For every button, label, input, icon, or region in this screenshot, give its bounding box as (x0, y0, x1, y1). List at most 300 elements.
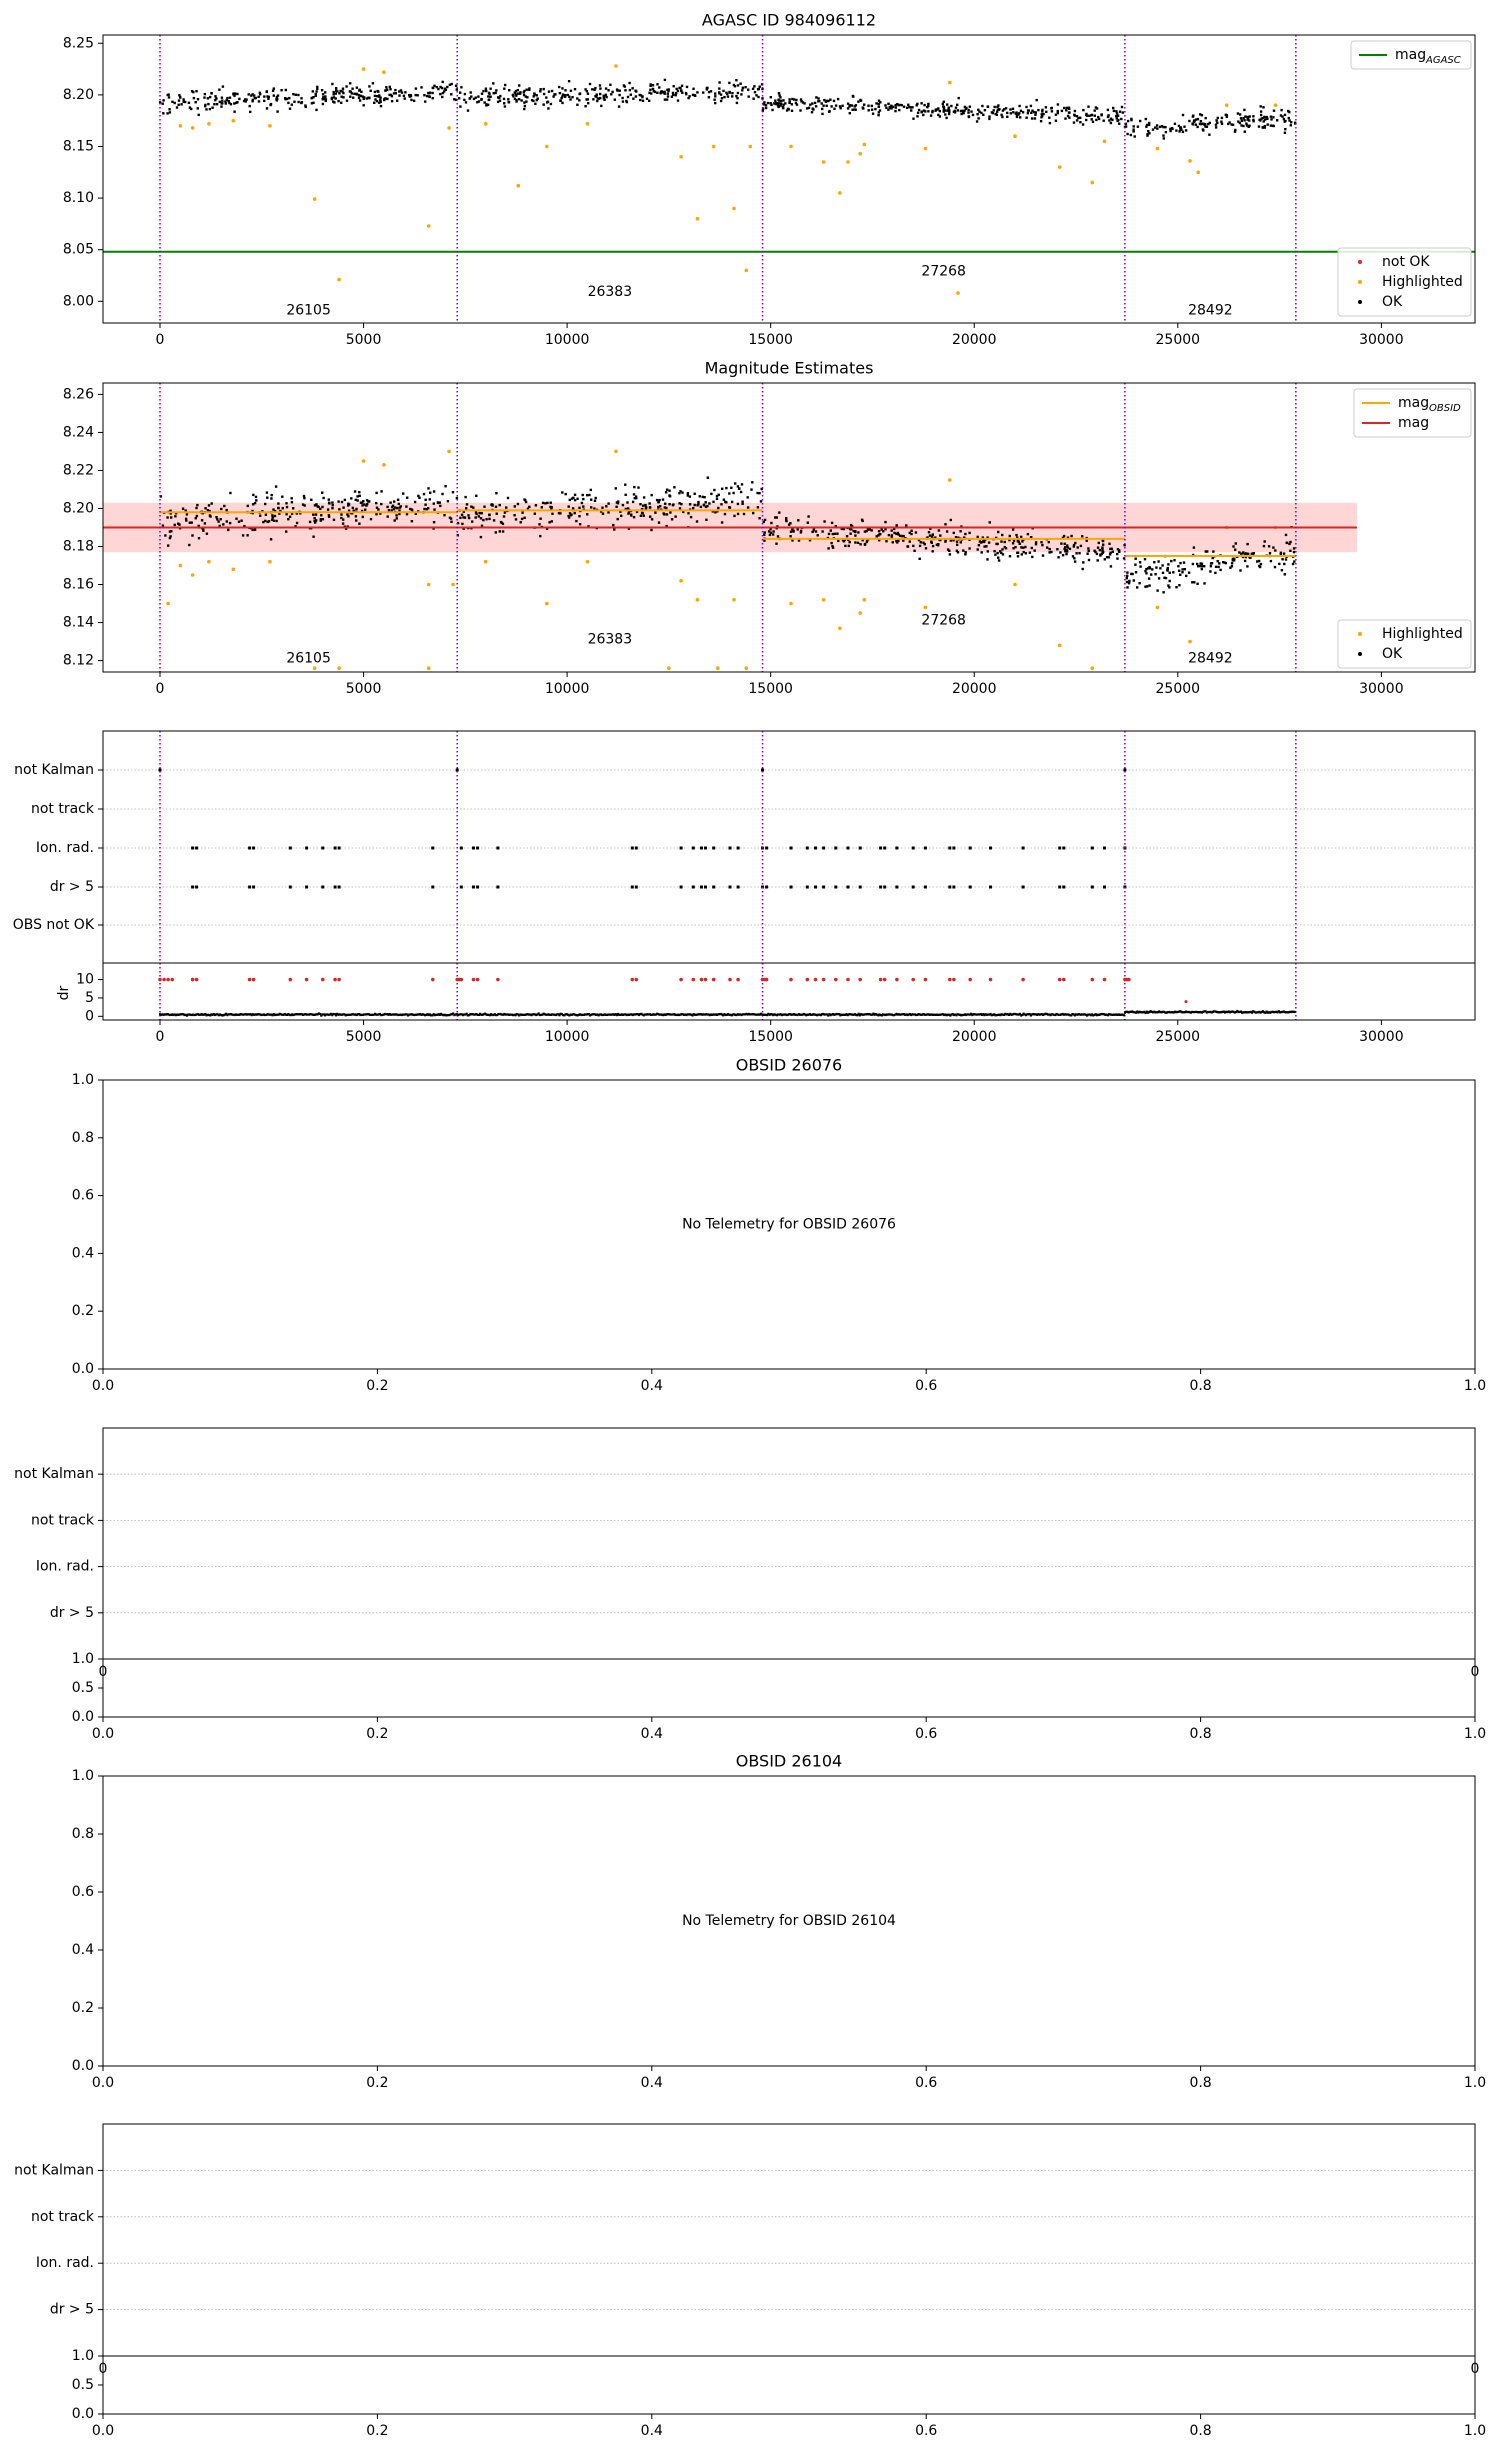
dr-point (1294, 1011, 1296, 1013)
ok-point (747, 496, 749, 498)
highlighted-point (1103, 140, 1107, 144)
ok-point (273, 94, 275, 96)
ok-point (834, 533, 836, 535)
ok-point (374, 95, 376, 97)
ok-point (1068, 111, 1070, 113)
ok-point (1179, 562, 1181, 564)
ok-point (219, 101, 221, 103)
ok-point (1130, 119, 1132, 121)
ok-point (1199, 565, 1201, 567)
flag-point (704, 886, 707, 889)
ok-point (263, 95, 265, 97)
ok-point (578, 515, 580, 517)
ok-point (1148, 584, 1150, 586)
ok-point (322, 103, 324, 105)
ok-point (487, 95, 489, 97)
ok-point (1156, 124, 1158, 126)
ok-point (993, 109, 995, 111)
ok-point (218, 89, 220, 91)
ok-point (1241, 120, 1243, 122)
ok-point (291, 104, 293, 106)
ok-point (758, 88, 760, 90)
ok-point (735, 95, 737, 97)
ok-point (1161, 564, 1163, 566)
ok-point (672, 92, 674, 94)
ok-point (1088, 550, 1090, 552)
ok-point (938, 529, 940, 531)
ok-point (266, 491, 268, 493)
ok-point (835, 104, 837, 106)
ok-point (1246, 543, 1248, 545)
dr-not-ok-point (158, 978, 162, 982)
flag-point (248, 886, 251, 889)
ok-point (503, 88, 505, 90)
ok-point (1006, 116, 1008, 118)
ok-point (1183, 126, 1185, 128)
ok-point (168, 96, 170, 98)
ok-point (234, 92, 236, 94)
flag-point (989, 886, 992, 889)
y-tick-label: 0.6 (71, 1884, 94, 1900)
ok-point (1144, 570, 1146, 572)
ok-point (1246, 124, 1248, 126)
ok-point (846, 535, 848, 537)
ok-point (568, 505, 570, 507)
ok-point (460, 86, 462, 88)
ok-point (429, 498, 431, 500)
ok-point (331, 83, 333, 85)
ok-point (703, 504, 705, 506)
ok-point (741, 503, 743, 505)
dr-not-ok-point (1091, 978, 1095, 982)
ok-point (922, 542, 924, 544)
ok-point (495, 89, 497, 91)
ok-point (1188, 572, 1190, 574)
ok-point (1156, 589, 1158, 591)
ok-point (324, 95, 326, 97)
chart-title: Magnitude Estimates (704, 358, 874, 378)
x-tick-label: 0 (1470, 2361, 1480, 2377)
ok-point (672, 503, 674, 505)
ok-point (561, 95, 563, 97)
ok-point (1193, 546, 1195, 548)
highlighted-point (517, 184, 521, 188)
ok-point (388, 509, 390, 511)
ok-point (651, 494, 653, 496)
ok-point (478, 100, 480, 102)
legend-label: mag (1398, 415, 1430, 431)
ok-point (637, 486, 639, 488)
ok-point (987, 106, 989, 108)
ok-point (920, 102, 922, 104)
ok-point (508, 89, 510, 91)
ok-point (861, 520, 863, 522)
dr-not-ok-point (289, 978, 293, 982)
ok-point (395, 514, 397, 516)
ok-point (312, 536, 314, 538)
ok-point (1031, 117, 1033, 119)
ok-point (433, 508, 435, 510)
ok-point (857, 542, 859, 544)
flag-point (790, 847, 793, 850)
ok-point (1108, 543, 1110, 545)
ok-point (280, 89, 282, 91)
ok-point (919, 558, 921, 560)
ok-point (312, 90, 314, 92)
ok-point (884, 104, 886, 106)
ok-point (1240, 124, 1242, 126)
ok-point (611, 91, 613, 93)
ok-point (533, 95, 535, 97)
ok-point (561, 102, 563, 104)
flag-point (1062, 847, 1065, 850)
ok-point (247, 505, 249, 507)
ok-point (1215, 566, 1217, 568)
flag-point (822, 886, 825, 889)
ok-point (1276, 119, 1278, 121)
ok-point (736, 97, 738, 99)
ok-point (444, 485, 446, 487)
x-tick-label: 0.2 (366, 1726, 389, 1742)
ok-point (578, 93, 580, 95)
ok-point (391, 509, 393, 511)
ok-point (1009, 108, 1011, 110)
highlighted-point (1156, 147, 1160, 151)
ok-point (756, 492, 758, 494)
ok-point (1025, 117, 1027, 119)
x-tick-label: 0.0 (91, 2075, 115, 2091)
ok-point (778, 511, 780, 513)
ok-point (968, 547, 970, 549)
highlighted-point (667, 666, 671, 670)
ok-point (811, 111, 813, 113)
ok-point (1087, 106, 1089, 108)
ok-point (304, 504, 306, 506)
ok-point (710, 90, 712, 92)
flag-point (635, 886, 638, 889)
ok-point (640, 515, 642, 517)
highlighted-point (745, 666, 749, 670)
legend-label: OK (1382, 646, 1403, 662)
ok-point (370, 90, 372, 92)
ok-point (227, 529, 229, 531)
ok-point (467, 514, 469, 516)
ok-point (366, 503, 368, 505)
ok-point (752, 512, 754, 514)
ok-point (333, 91, 335, 93)
ok-point (624, 484, 626, 486)
ok-point (896, 541, 898, 543)
ok-point (1138, 582, 1140, 584)
dr-not-ok-point (679, 978, 683, 982)
ok-point (569, 98, 571, 100)
ok-point (207, 103, 209, 105)
ok-point (496, 513, 498, 515)
ok-point (989, 521, 991, 523)
ok-point (402, 492, 404, 494)
ok-point (610, 93, 612, 95)
ok-point (731, 95, 733, 97)
y-tick-label: 8.15 (62, 138, 94, 155)
ok-point (879, 109, 881, 111)
ok-point (488, 93, 490, 95)
highlighted-point (1091, 181, 1095, 185)
ok-point (1100, 114, 1102, 116)
ok-point (791, 110, 793, 112)
ok-point (315, 513, 317, 515)
ok-point (1262, 106, 1264, 108)
ok-point (727, 95, 729, 97)
ok-point (423, 94, 425, 96)
ok-point (1067, 546, 1069, 548)
ok-point (867, 528, 869, 530)
ok-point (692, 507, 694, 509)
ok-point (1157, 560, 1159, 562)
dr-not-ok-point (1127, 978, 1131, 982)
ok-point (507, 497, 509, 499)
obsid-label: 26383 (587, 631, 633, 648)
flag-point (729, 886, 732, 889)
flag-point (912, 886, 915, 889)
ok-point (1286, 542, 1288, 544)
ok-point (1203, 582, 1205, 584)
ok-point (349, 96, 351, 98)
ok-point (209, 108, 211, 110)
ok-point (394, 89, 396, 91)
ok-point (1012, 528, 1014, 530)
ok-point (1074, 110, 1076, 112)
ok-point (901, 535, 903, 537)
ok-point (346, 100, 348, 102)
ok-point (962, 549, 964, 551)
dr-not-ok-point (924, 978, 928, 982)
ok-point (1201, 114, 1203, 116)
ok-point (1116, 557, 1118, 559)
ok-point (994, 106, 996, 108)
ok-point (718, 87, 720, 89)
dr-point (1123, 1014, 1125, 1016)
ok-point (1048, 117, 1050, 119)
ok-point (656, 83, 658, 85)
highlighted-point (1196, 171, 1200, 175)
dr-not-ok-point (252, 978, 256, 982)
ok-point (1040, 541, 1042, 543)
ok-point (1239, 113, 1241, 115)
ok-point (186, 513, 188, 515)
ok-point (579, 523, 581, 525)
y-tick-label: 8.16 (62, 576, 94, 593)
ok-point (918, 109, 920, 111)
ok-point (635, 497, 637, 499)
flag-point (431, 886, 434, 889)
ok-point (936, 544, 938, 546)
ok-point (1237, 120, 1239, 122)
ok-point (977, 117, 979, 119)
ok-point (788, 98, 790, 100)
y-tick-label: 1.0 (71, 1651, 94, 1667)
ok-point (1031, 556, 1033, 558)
ok-point (197, 98, 199, 100)
ok-point (1150, 573, 1152, 575)
ok-point (1153, 561, 1155, 563)
obsid-label: 27268 (921, 263, 966, 280)
ok-point (649, 516, 651, 518)
legend-label: OK (1382, 294, 1403, 310)
ok-point (393, 508, 395, 510)
ok-point (771, 109, 773, 111)
ok-point (635, 95, 637, 97)
ok-point (222, 523, 224, 525)
ok-point (411, 509, 413, 511)
ok-point (446, 86, 448, 88)
ok-point (1025, 106, 1027, 108)
ok-point (946, 530, 948, 532)
ok-point (270, 538, 272, 540)
flag-point (700, 847, 703, 850)
ok-point (1210, 565, 1212, 567)
ok-point (285, 530, 287, 532)
ok-point (495, 506, 497, 508)
ok-point (1185, 575, 1187, 577)
ok-point (475, 516, 477, 518)
ok-point (1178, 570, 1180, 572)
ok-point (1260, 110, 1262, 112)
ok-point (960, 541, 962, 543)
ok-point (582, 505, 584, 507)
ok-point (1002, 109, 1004, 111)
ok-point (872, 113, 874, 115)
ok-point (1232, 124, 1234, 126)
ok-point (1019, 116, 1021, 118)
ok-point (274, 515, 276, 517)
ok-point (378, 102, 380, 104)
flag-point (692, 886, 695, 889)
ok-point (658, 86, 660, 88)
ok-point (791, 98, 793, 100)
ok-point (1246, 116, 1248, 118)
ok-point (489, 96, 491, 98)
ok-point (517, 503, 519, 505)
ok-point (942, 103, 944, 105)
ok-point (1231, 562, 1233, 564)
ok-point (1074, 542, 1076, 544)
ok-point (252, 494, 254, 496)
ok-point (1264, 540, 1266, 542)
ok-point (728, 82, 730, 84)
ok-point (169, 111, 171, 113)
ok-point (959, 530, 961, 532)
ok-point (924, 110, 926, 112)
flag-point (1062, 886, 1065, 889)
ok-point (1051, 110, 1053, 112)
ok-point (969, 106, 971, 108)
ok-point (654, 512, 656, 514)
ok-point (396, 517, 398, 519)
ok-point (1214, 572, 1216, 574)
ok-point (1172, 571, 1174, 573)
ok-point (354, 490, 356, 492)
ok-point (450, 521, 452, 523)
ok-point (166, 112, 168, 114)
ok-point (459, 105, 461, 107)
ok-point (737, 513, 739, 515)
ok-point (461, 523, 463, 525)
ok-point (315, 95, 317, 97)
ok-point (293, 101, 295, 103)
ok-point (1217, 566, 1219, 568)
ok-point (930, 541, 932, 543)
ok-point (574, 494, 576, 496)
ok-point (277, 94, 279, 96)
ok-point (1212, 550, 1214, 552)
ok-point (999, 550, 1001, 552)
ok-point (404, 91, 406, 93)
ok-point (594, 500, 596, 502)
ok-point (1144, 558, 1146, 560)
ok-point (578, 99, 580, 101)
ok-point (992, 112, 994, 114)
ok-point (1174, 123, 1176, 125)
ok-point (297, 94, 299, 96)
ok-point (927, 105, 929, 107)
ok-point (344, 499, 346, 501)
y-tick-label: 0.4 (71, 1245, 94, 1262)
ok-point (1169, 130, 1171, 132)
ok-point (976, 120, 978, 122)
ok-point (997, 557, 999, 559)
ok-point (397, 499, 399, 501)
ok-point (859, 543, 861, 545)
flag-point (460, 847, 463, 850)
ok-point (1020, 536, 1022, 538)
y-tick-label: 0.5 (71, 2377, 94, 2393)
ok-point (589, 83, 591, 85)
ok-point (677, 90, 679, 92)
ok-point (1207, 123, 1209, 125)
ok-point (211, 107, 213, 109)
ok-point (366, 499, 368, 501)
ok-point (1085, 119, 1087, 121)
ok-point (174, 524, 176, 526)
ok-point (690, 516, 692, 518)
ok-point (1201, 563, 1203, 565)
ok-point (229, 97, 231, 99)
flag-point (431, 847, 434, 850)
ok-point (1134, 564, 1136, 566)
ok-point (221, 97, 223, 99)
flag-point (195, 886, 198, 889)
ok-point (569, 512, 571, 514)
ok-point (792, 530, 794, 532)
ok-point (285, 513, 287, 515)
flag-point (737, 847, 740, 850)
ok-point (705, 519, 707, 521)
ok-point (396, 100, 398, 102)
ok-point (1098, 118, 1100, 120)
ok-point (459, 92, 461, 94)
y-tick-label: 8.05 (62, 241, 94, 258)
ok-point (630, 94, 632, 96)
flag-point (729, 847, 732, 850)
flag-point (765, 847, 768, 850)
flag-point (321, 847, 324, 850)
highlighted-point (179, 564, 183, 568)
flag-point (700, 886, 703, 889)
ok-point (1094, 551, 1096, 553)
ok-point (664, 98, 666, 100)
dr-not-ok-point (834, 978, 838, 982)
ok-point (508, 101, 510, 103)
